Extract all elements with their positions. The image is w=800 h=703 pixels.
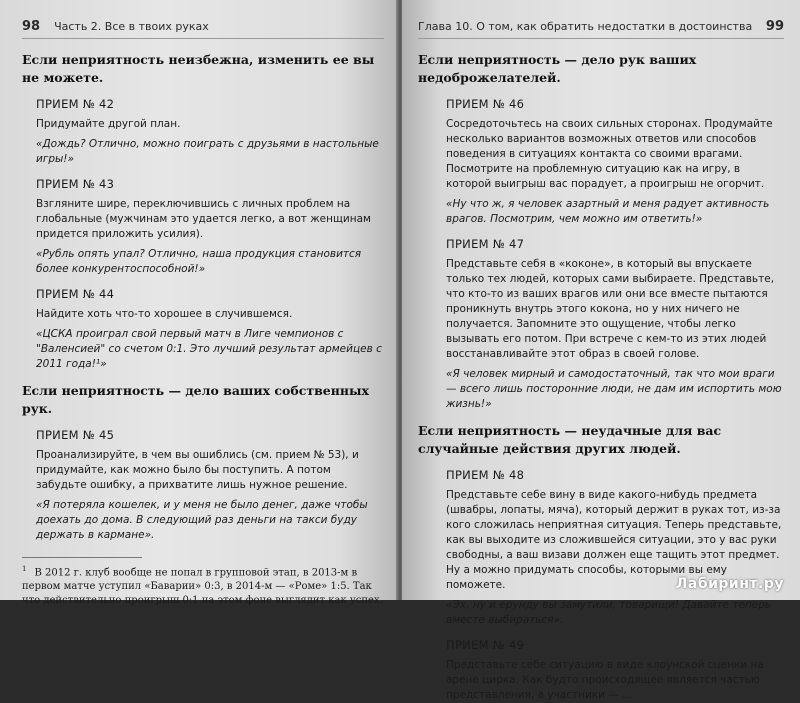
tip-45 bbox=[36, 428, 384, 543]
tip-title: ПРИЕМ № 48 bbox=[446, 468, 525, 482]
tip-title: ПРИЕМ № 44 bbox=[36, 287, 115, 301]
right-page-number: 99 bbox=[765, 18, 784, 34]
tip-42 bbox=[36, 97, 384, 167]
tip-46 bbox=[446, 97, 784, 227]
tip-text: Проанализируйте, в чем вы ошиблись (см. прием № 53), и придумайте, как можно было бы поступить. А потом забудьте ошибку, а прихватите лишь нужное решение. bbox=[36, 449, 359, 491]
tip-example: «Я потеряла кошелек, и у меня не было денег, даже чтобы доехать до дома. В следующий раз деньги на такси буду держать в кармане». bbox=[36, 499, 368, 541]
tip-title: ПРИЕМ № 46 bbox=[446, 97, 525, 111]
tip-49 bbox=[446, 638, 784, 703]
right-page bbox=[402, 0, 800, 701]
section-heading: Если неприятность — неудачные для вас случайные действия других людей. bbox=[418, 423, 722, 456]
section-heading: Если неприятность — дело рук ваших недоброжелателей. bbox=[418, 52, 697, 85]
tip-example: «Я человек мирный и самодостаточный, так что мои враги — всего лишь посторонние люди, не дам им испортить мою жизнь!» bbox=[446, 368, 782, 410]
right-running-head: Глава 10. О том, как обратить недостатки в достоинства bbox=[418, 19, 753, 33]
left-running-head: Часть 2. Все в твоих руках bbox=[54, 19, 209, 33]
tip-text: Представьте себя в «коконе», в который вы впускаете только тех людей, которых сами выбираете. Представьте, что кто-то из ваших врагов или они все вместе пытаются проникнуть внутрь этого кокона, но у них ничего не получается. Запомните это ощущение, чтобы легко вызывать его потом. При встрече с кем-то из этих людей восстанавливайте этот образ в своей голове. bbox=[446, 258, 775, 360]
footnote bbox=[22, 562, 384, 608]
tip-text: Представьте себе ситуацию в виде клоунской сценки на арене цирка. Как будто происходящее является частью представления, а участники — ... bbox=[446, 659, 764, 701]
tip-43 bbox=[36, 177, 384, 277]
tip-48 bbox=[446, 468, 784, 628]
tip-example: «Ну что ж, я человек азартный и меня радует активность врагов. Посмотрим, чем можно им ответить!» bbox=[446, 198, 770, 225]
tip-text: Найдите хоть что-то хорошее в случившемся. bbox=[36, 308, 293, 320]
left-running-header bbox=[22, 14, 384, 39]
labirint-watermark-logo: Лабиринт.ру bbox=[675, 576, 784, 592]
left-page bbox=[0, 0, 398, 607]
tip-title: ПРИЕМ № 43 bbox=[36, 177, 115, 191]
tip-example: «ЦСКА проиграл свой первый матч в Лиге чемпионов с "Валенсией" со счетом 0:1. Это лучший результат армейцев с 2011 года!¹» bbox=[36, 328, 382, 370]
tip-text: Представьте себе вину в виде какого-нибудь предмета (швабры, лопаты, мяча), который держит в руках тот, из-за кого сложилась неприятная ситуация. Теперь представьте, как вы выходите из сложившейся ситуации, это у вас руки свободны, а ваш визави должен еще тащить этот предмет. Ну а можно придумать способы, которыми вы ему поможете. bbox=[446, 489, 782, 591]
tip-title: ПРИЕМ № 45 bbox=[36, 428, 115, 442]
tip-text: Придумайте другой план. bbox=[36, 118, 181, 130]
section-heading: Если неприятность неизбежна, изменить ее вы не можете. bbox=[22, 52, 375, 85]
footnote-mark: 1 bbox=[22, 565, 27, 573]
footnote-text: В 2012 г. клуб вообще не попал в групповой этап, в 2013-м в первом матче уступил «Баварии» 0:3, в 2014-м — «Роме» 1:5. Так что действительно проигрыш 0:1 на этом фоне выглядит как успех. bbox=[22, 567, 383, 607]
footnote-divider bbox=[22, 557, 142, 558]
section-heading: Если неприятность — дело ваших собственных рук. bbox=[22, 383, 369, 416]
tip-example: «Дождь? Отлично, можно поиграть с друзьями в настольные игры!» bbox=[36, 138, 379, 165]
tip-text: Взгляните шире, переключившись с личных проблем на глобальные (мужчинам это удается легко, а вот женщинам придется приложить усилия). bbox=[36, 198, 371, 240]
tip-title: ПРИЕМ № 47 bbox=[446, 237, 525, 251]
tip-title: ПРИЕМ № 42 bbox=[36, 97, 115, 111]
tip-47 bbox=[446, 237, 784, 412]
tip-example: «Эх, ну и ерунду вы замутили, товарищи! Давайте теперь вместе выбираться». bbox=[446, 599, 772, 626]
tip-title: ПРИЕМ № 49 bbox=[446, 638, 525, 652]
tip-example: «Рубль опять упал? Отлично, наша продукция становится более конкурентоспособной!» bbox=[36, 248, 362, 275]
tip-44 bbox=[36, 287, 384, 372]
right-running-header bbox=[418, 14, 784, 39]
left-page-number: 98 bbox=[22, 18, 41, 34]
tip-text: Сосредоточьтесь на своих сильных сторонах. Продумайте несколько вариантов возможных ответов или способов поведения в ситуациях контакта со своими врагами. Посмотрите на проблемную ситуацию как на игру, в которой выигрыш вас порадует, а проигрыш не огорчит. bbox=[446, 118, 773, 190]
